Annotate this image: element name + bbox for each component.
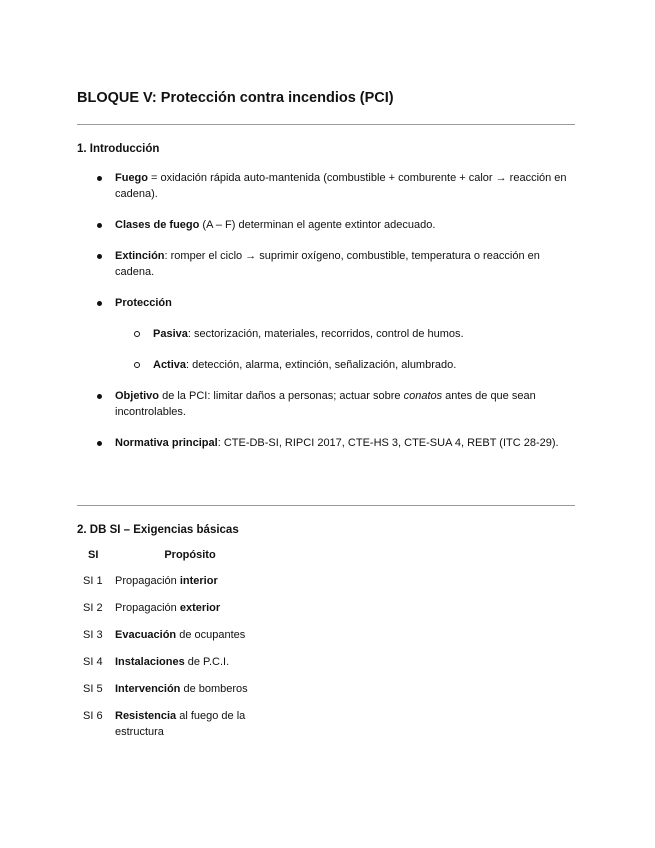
subbullet-pasiva — [0, 326, 573, 342]
table-cell-code: SI 2 — [83, 602, 103, 614]
table-header-proposito: Propósito — [164, 549, 216, 561]
section-2-heading: 2. DB SI – Exigencias básicas — [77, 524, 239, 536]
bullet-term: Fuego — [115, 172, 148, 184]
divider-middle — [77, 505, 575, 506]
table-cell-code: SI 5 — [83, 683, 103, 695]
purpose-bold: Instalaciones — [115, 656, 185, 668]
table-cell-purpose — [115, 600, 265, 616]
section-1-heading: 1. Introducción — [77, 143, 160, 155]
bullet-dot — [97, 254, 102, 259]
purpose-bold: Intervención — [115, 683, 181, 695]
subbullet-term: Activa — [153, 359, 187, 371]
subbullet-text: : detección, alarma, extinción, señalización, alumbrado. — [186, 359, 457, 371]
table-cell-code: SI 3 — [83, 629, 103, 641]
bullet-term: Clases de fuego — [115, 219, 200, 231]
subbullet-circle — [134, 331, 140, 337]
table-row — [77, 573, 265, 589]
table-cell-purpose — [115, 573, 265, 589]
bullet-text: : romper el ciclo → suprimir oxígeno, combustible, temperatura o reacción en cadena. — [115, 250, 540, 278]
bullet-fuego — [0, 170, 570, 202]
purpose-bold: Evacuación — [115, 629, 177, 641]
divider-top — [77, 124, 575, 125]
bullet-term: Extinción — [115, 250, 165, 262]
table-row — [77, 627, 265, 643]
subbullet-activa — [0, 357, 573, 373]
table-cell-code: SI 4 — [83, 656, 103, 668]
exigencias-table — [77, 547, 265, 751]
purpose-post: de ocupantes — [176, 629, 246, 641]
purpose-bold: Resistencia — [115, 710, 177, 722]
bullet-normativa — [0, 435, 570, 451]
bullet-text: de la PCI: limitar daños a personas; actuar sobre — [159, 390, 404, 402]
subbullet-circle — [134, 362, 140, 368]
table-row — [77, 708, 265, 740]
purpose-post: de bomberos — [180, 683, 248, 695]
bullet-dot — [97, 223, 102, 228]
bullet-text: = oxidación rápida auto-mantenida (combustible + comburente + calor → reacción en cadena). — [115, 172, 567, 200]
purpose-pre: Propagación — [115, 575, 180, 587]
table-cell-purpose — [115, 654, 265, 670]
purpose-post: de P.C.I. — [184, 656, 230, 668]
bullet-dot — [97, 394, 102, 399]
table-cell-purpose — [115, 681, 265, 697]
bullet-dot — [97, 301, 102, 306]
table-header-si: SI — [88, 549, 99, 561]
purpose-bold: exterior — [179, 602, 221, 614]
bullet-italic: conatos — [403, 390, 443, 402]
bullet-text: (A – F) determinan el agente extintor adecuado. — [199, 219, 436, 231]
purpose-post: al fuego de la estructura — [115, 710, 246, 738]
bullet-proteccion — [0, 295, 570, 311]
table-cell-code: SI 1 — [83, 575, 103, 587]
bullet-tail: antes de que sean incontrolables. — [115, 390, 536, 418]
table-cell-code: SI 6 — [83, 710, 103, 722]
purpose-bold: interior — [179, 575, 218, 587]
purpose-pre: Propagación — [115, 602, 180, 614]
table-row — [77, 600, 265, 616]
bullet-term: Objetivo — [115, 390, 160, 402]
table-cell-purpose — [115, 708, 265, 740]
table-row — [77, 654, 265, 670]
bullet-extincion — [0, 248, 570, 280]
page-title: BLOQUE V: Protección contra incendios (PCI) — [77, 90, 394, 106]
bullet-objetivo — [0, 388, 570, 420]
subbullet-term: Pasiva — [153, 328, 188, 340]
bullet-dot — [97, 176, 102, 181]
table-header-row — [77, 547, 265, 573]
subbullet-text: : sectorización, materiales, recorridos, control de humos. — [187, 328, 464, 340]
bullet-dot — [97, 441, 102, 446]
table-cell-purpose — [115, 627, 265, 643]
bullet-term: Normativa principal — [115, 437, 218, 449]
bullet-term: Protección — [115, 297, 172, 309]
bullet-clases — [0, 217, 570, 233]
bullet-text: : CTE-DB-SI, RIPCI 2017, CTE-HS 3, CTE-SUA 4, REBT (ITC 28-29). — [217, 437, 559, 449]
intro-bullet-list — [0, 170, 655, 466]
table-row — [77, 681, 265, 697]
